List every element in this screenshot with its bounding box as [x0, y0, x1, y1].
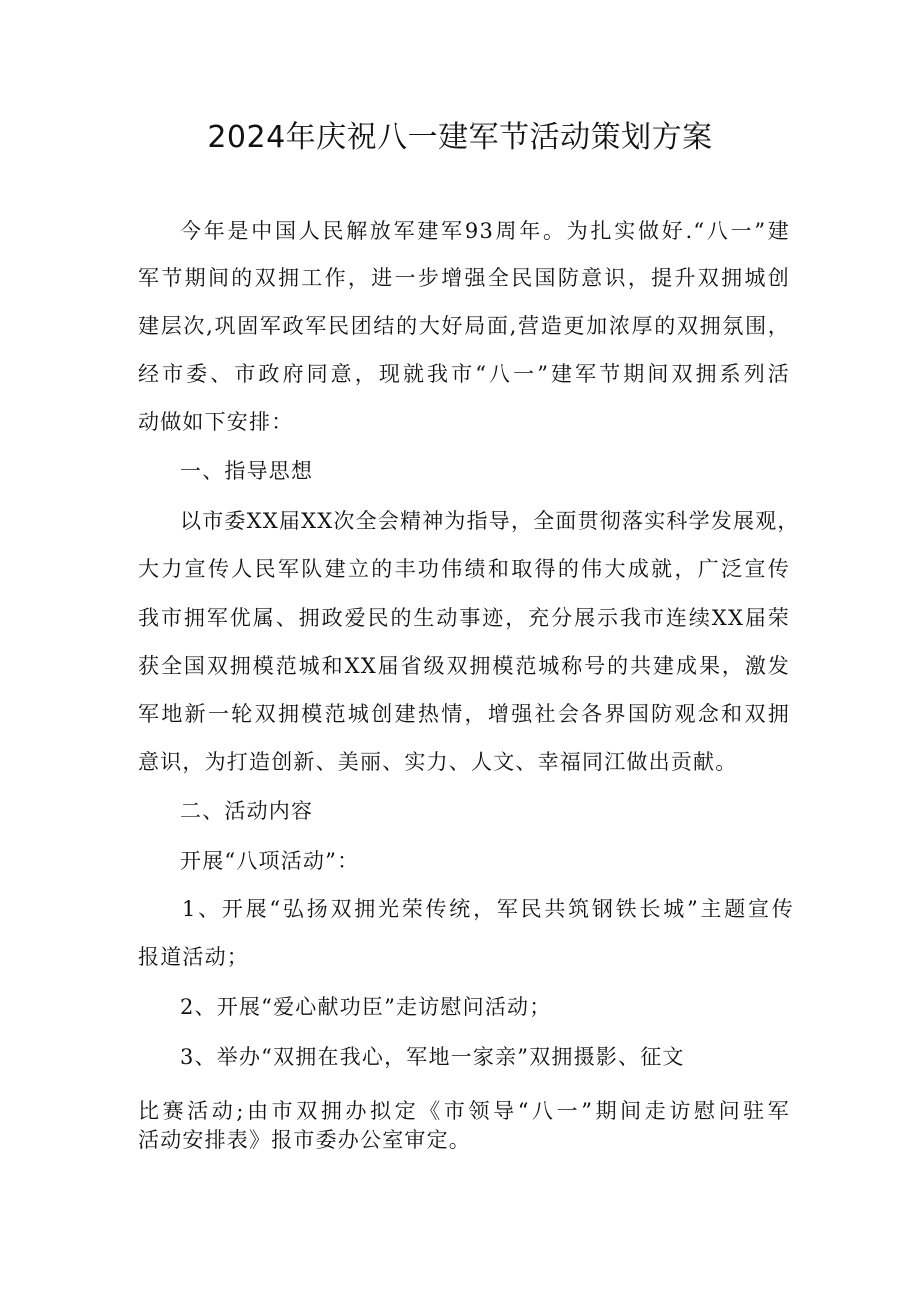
paragraph-line: 动做如下安排： [138, 410, 294, 434]
paragraph-line: 军节期间的双拥工作，进一步增强全民国防意识，提升双拥城创 [138, 266, 790, 290]
paragraph-line: 建层次,巩固军政军民团结的大好局面,营造更加浓厚的双拥氛围， [138, 314, 790, 338]
paragraph-line: 今年是中国人民解放军建军93周年。为扎实做好.“八一”建 [180, 219, 790, 243]
paragraph-line: 经市委、市政府同意，现就我市“八一”建军节期间双拥系列活 [138, 362, 790, 386]
section-heading: 一、指导思想 [180, 459, 314, 483]
paragraph-line: 以市委XX届XX次全会精神为指导，全面贯彻落实科学发展观， [180, 509, 800, 533]
paragraph-line: 军地新一轮双拥模范城创建热情，增强社会各界国防观念和双拥 [138, 702, 790, 726]
paragraph-line: 意识，为打造创新、美丽、实力、人文、幸福同江做出贡献。 [138, 750, 738, 774]
paragraph-line: 大力宣传人民军队建立的丰功伟绩和取得的伟大成就，广泛宣传 [138, 557, 790, 581]
section-heading: 二、活动内容 [180, 799, 314, 823]
document-title: 2024年庆祝八一建军节活动策划方案 [207, 120, 713, 155]
paragraph-line: 开展“八项活动”： [180, 849, 360, 873]
list-item: 1、开展“弘扬双拥光荣传统，军民共筑钢铁长城”主题宣传 [182, 897, 794, 921]
list-item: 3、举办“双拥在我心，军地一家亲”双拥摄影、征文 [180, 1045, 685, 1069]
paragraph-line: 获全国双拥模范城和XX届省级双拥模范城称号的共建成果，激发 [138, 654, 790, 678]
list-item: 2、开展“爱心献功臣”走访慰问活动； [180, 995, 552, 1019]
list-item-continuation: 比赛活动;由市双拥办拟定《市领导“八一”期间走访慰问驻军 [138, 1099, 790, 1123]
paragraph-line: 我市拥军优属、拥政爱民的生动事迹，充分展示我市连续XX届荣 [138, 606, 790, 630]
list-item-continuation: 活动安排表》报市委办公室审定。 [138, 1128, 471, 1152]
list-item-continuation: 报道活动； [138, 945, 249, 969]
